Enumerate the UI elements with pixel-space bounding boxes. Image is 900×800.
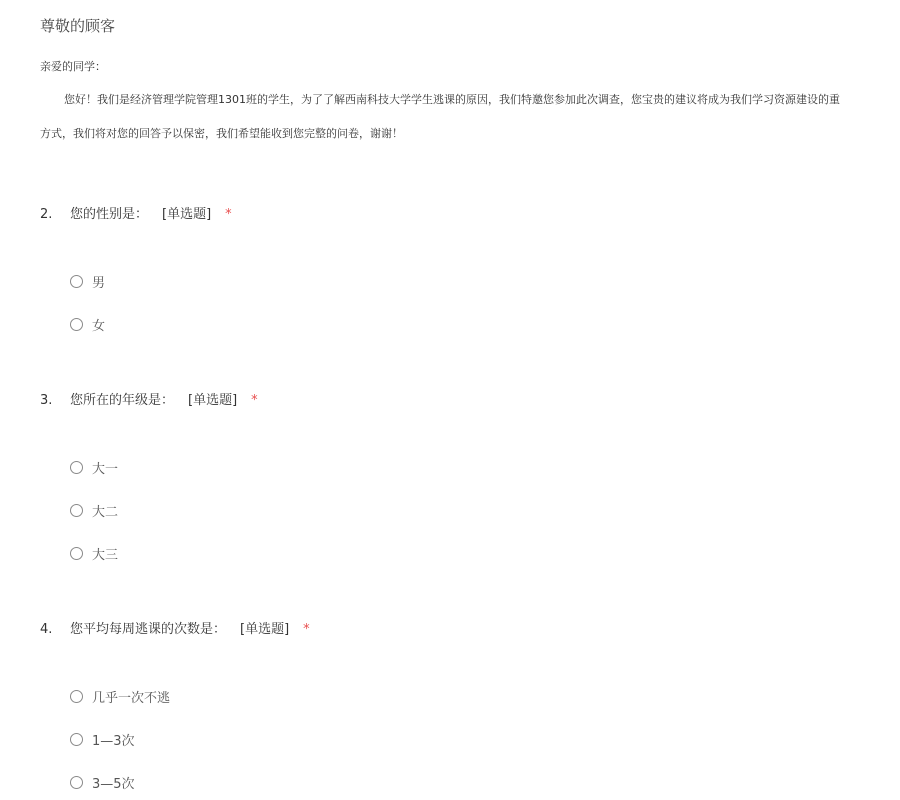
question-number: 2. — [40, 207, 53, 222]
option-skip-almost-never[interactable] — [70, 687, 170, 705]
radio-button[interactable] — [70, 318, 83, 331]
question-text: 您平均每周逃课的次数是： — [70, 622, 227, 637]
question-text: 您所在的年级是： — [70, 393, 175, 408]
required-marker: * — [225, 207, 232, 222]
option-label[interactable]: 大三 — [92, 547, 119, 563]
question-text: 您的性别是： — [70, 207, 149, 222]
question-number: 3. — [40, 393, 53, 408]
question-number: 4. — [40, 622, 53, 637]
option-label[interactable]: 大二 — [92, 504, 119, 520]
survey-title: 尊敬的顾客 — [40, 17, 116, 35]
option-skip-1-3[interactable] — [70, 730, 135, 748]
radio-button[interactable] — [70, 275, 83, 288]
option-grade-freshman[interactable] — [70, 458, 118, 476]
radio-button[interactable] — [70, 504, 83, 517]
radio-button[interactable] — [70, 776, 83, 789]
intro-paragraph-line2: 方式，我们将对您的回答予以保密，我们希望能收到您完整的问卷，谢谢！ — [40, 127, 403, 140]
question-type-label: [单选题] — [188, 393, 238, 408]
option-label[interactable]: 大一 — [92, 461, 119, 477]
question-gender — [40, 203, 232, 222]
radio-button[interactable] — [70, 690, 83, 703]
intro-greeting: 亲爱的同学： — [40, 60, 106, 73]
question-grade — [40, 389, 258, 408]
required-marker: * — [251, 393, 258, 408]
option-grade-junior[interactable] — [70, 544, 118, 562]
option-label[interactable]: 3—5次 — [92, 776, 135, 792]
option-skip-3-5[interactable] — [70, 773, 135, 791]
question-type-label: [单选题] — [240, 622, 290, 637]
question-type-label: [单选题] — [162, 207, 212, 222]
option-gender-female[interactable] — [70, 315, 105, 333]
option-label[interactable]: 女 — [92, 318, 106, 334]
radio-button[interactable] — [70, 733, 83, 746]
radio-button[interactable] — [70, 461, 83, 474]
radio-button[interactable] — [70, 547, 83, 560]
option-label[interactable]: 1—3次 — [92, 733, 135, 749]
option-label[interactable]: 几乎一次不逃 — [92, 690, 171, 706]
option-grade-sophomore[interactable] — [70, 501, 118, 519]
option-label[interactable]: 男 — [92, 275, 106, 291]
required-marker: * — [303, 622, 310, 637]
option-gender-male[interactable] — [70, 272, 105, 290]
question-skip-frequency — [40, 618, 310, 637]
intro-paragraph-line1: 您好！我们是经济管理学院管理1301班的学生，为了了解西南科技大学学生逃课的原因，我们特邀您参加此次调查，您宝贵的建议将成为我们学习资源建设的重 — [64, 93, 840, 106]
